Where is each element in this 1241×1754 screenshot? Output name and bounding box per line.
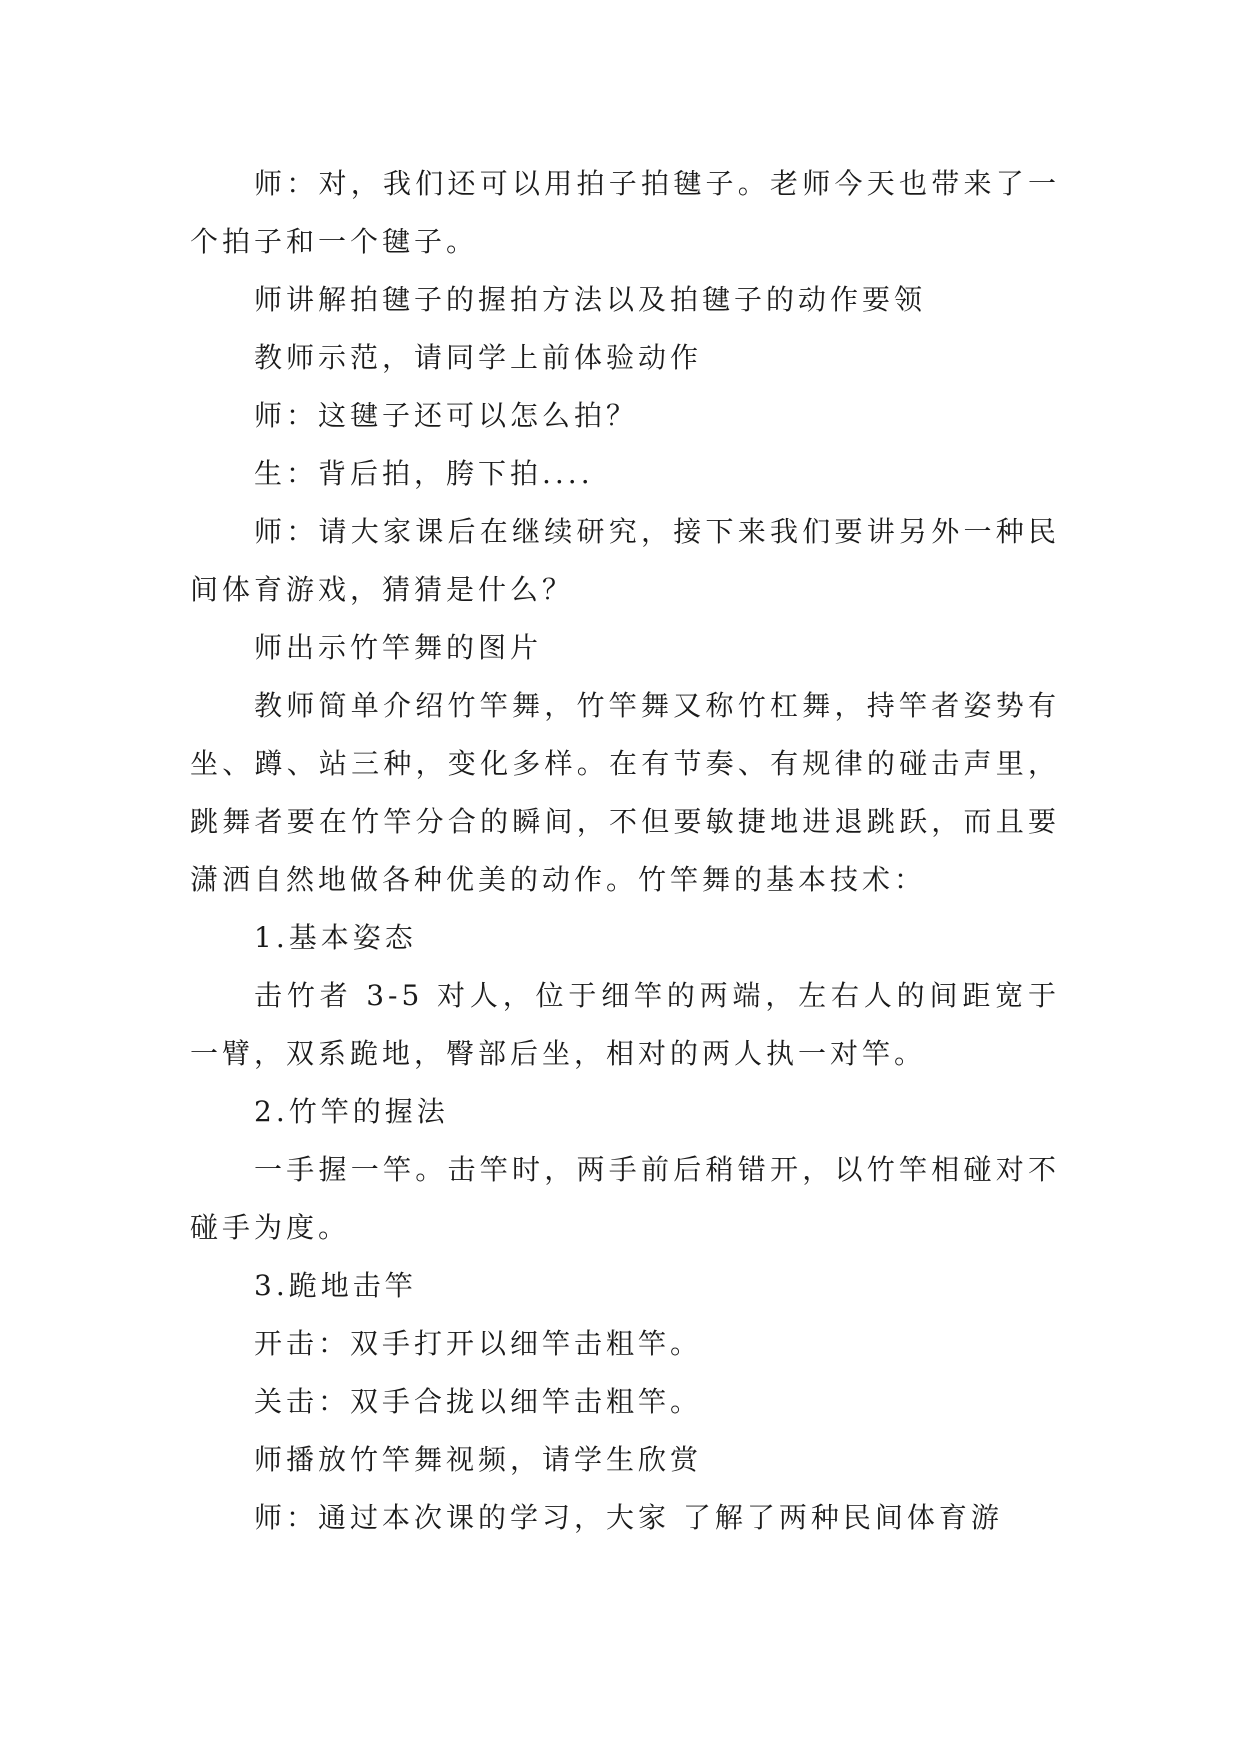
section-heading: 2.竹竿的握法 xyxy=(254,1095,449,1128)
paragraph: 关击：双手合拢以细竿击粗竿。 xyxy=(254,1385,703,1418)
paragraph: 击竹者 3-5 对人，位于细竿的两端，左右人的间距宽于一臂，双系跪地，臀部后坐，相对的两人执一对竿。 xyxy=(190,979,1060,1070)
section-heading: 3.跪地击竿 xyxy=(254,1269,417,1302)
paragraph: 师播放竹竿舞视频，请学生欣赏 xyxy=(254,1443,703,1476)
paragraph: 教师示范，请同学上前体验动作 xyxy=(254,341,703,374)
section-heading: 1.基本姿态 xyxy=(254,921,417,954)
paragraph: 一手握一竿。击竿时，两手前后稍错开，以竹竿相碰对不碰手为度。 xyxy=(190,1153,1060,1244)
paragraph: 师：请大家课后在继续研究，接下来我们要讲另外一种民间体育游戏，猜猜是什么？ xyxy=(190,515,1060,606)
paragraph: 开击：双手打开以细竿击粗竿。 xyxy=(254,1327,703,1360)
paragraph: 生：背后拍，胯下拍.... xyxy=(254,457,594,490)
document-page xyxy=(190,155,1060,1547)
paragraph: 师：对，我们还可以用拍子拍毽子。老师今天也带来了一个拍子和一个毽子。 xyxy=(190,167,1060,258)
paragraph: 师出示竹竿舞的图片 xyxy=(254,631,543,664)
paragraph: 教师简单介绍竹竿舞，竹竿舞又称竹杠舞，持竿者姿势有坐、蹲、站三种，变化多样。在有节奏、有规律的碰击声里，跳舞者要在竹竿分合的瞬间，不但要敏捷地进退跳跃，而且要潇洒自然地做各种优美的动作。竹竿舞的基本技术： xyxy=(190,689,1060,896)
paragraph: 师：这毽子还可以怎么拍？ xyxy=(254,399,639,432)
paragraph: 师讲解拍毽子的握拍方法以及拍毽子的动作要领 xyxy=(254,283,927,316)
paragraph: 师：通过本次课的学习，大家 了解了两种民间体育游 xyxy=(254,1501,1003,1534)
